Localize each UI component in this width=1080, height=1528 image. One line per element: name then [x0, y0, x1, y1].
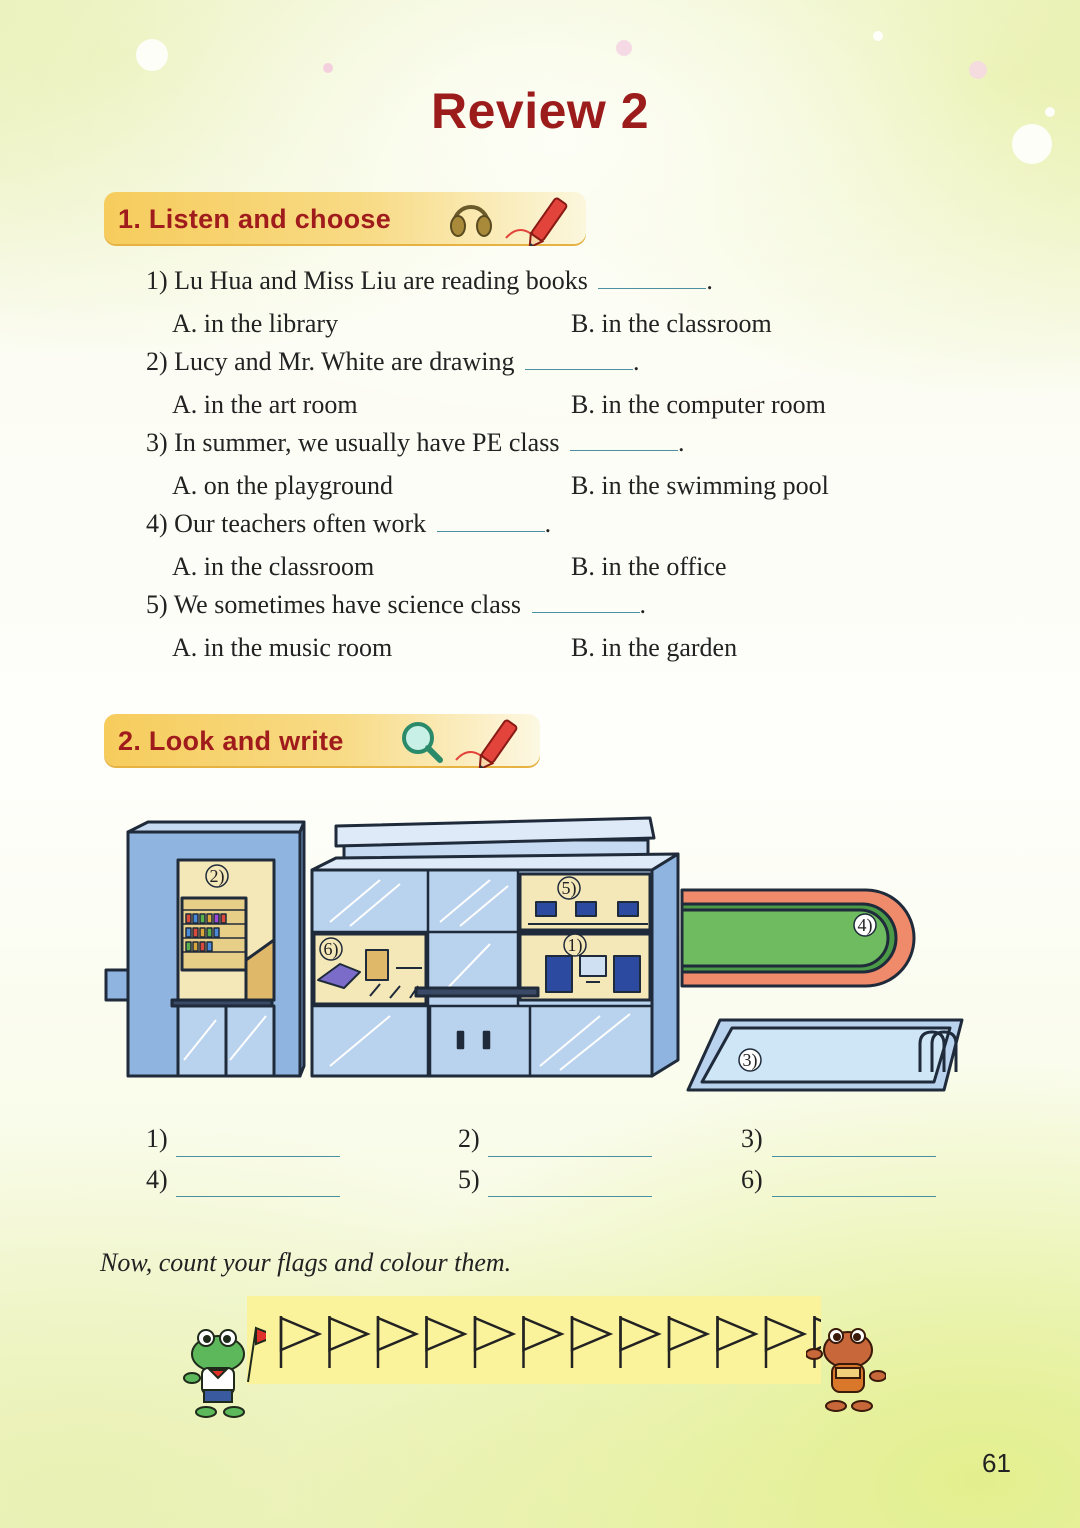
- page-number: 61: [982, 1448, 1011, 1478]
- question-stem: [146, 509, 551, 539]
- option-b[interactable]: B. in the classroom: [571, 309, 772, 338]
- question-text: We sometimes have science class: [173, 590, 522, 619]
- question-number: 5): [146, 590, 168, 619]
- option-b[interactable]: B. in the computer room: [571, 390, 826, 419]
- picture-label-4: 4): [857, 915, 873, 935]
- picture-label-5: 5): [561, 878, 577, 898]
- option-a[interactable]: A. in the library: [172, 309, 339, 338]
- picture-label-6: 6): [323, 939, 339, 959]
- picture-label-2: 2): [209, 866, 225, 886]
- answer-number: 5): [458, 1165, 480, 1194]
- period: .: [632, 347, 640, 376]
- headphones-icon: [448, 198, 494, 240]
- pencil-icon: [450, 714, 530, 768]
- question-stem: [146, 590, 646, 620]
- flag-outline[interactable]: [427, 1316, 465, 1368]
- flag-outline[interactable]: [669, 1316, 707, 1368]
- answer-line[interactable]: [772, 1196, 936, 1197]
- answer-blank[interactable]: [570, 428, 678, 451]
- flag-outline[interactable]: [766, 1316, 804, 1368]
- pencil-icon: [500, 192, 580, 246]
- frog-mascot: [176, 1320, 266, 1420]
- answer-line[interactable]: [772, 1156, 936, 1157]
- answer-blank[interactable]: [437, 509, 545, 532]
- flag-outline[interactable]: [621, 1316, 659, 1368]
- section-2-heading: 2. Look and write: [118, 726, 344, 756]
- answer-line[interactable]: [488, 1156, 652, 1157]
- question-3: [146, 428, 684, 458]
- period: .: [544, 509, 552, 538]
- magnifier-icon: [398, 718, 444, 764]
- option-a[interactable]: A. in the classroom: [172, 552, 375, 581]
- answer-blank[interactable]: [525, 347, 633, 370]
- question-5: [146, 590, 646, 620]
- section-1-heading: 1. Listen and choose: [118, 204, 392, 234]
- option-b[interactable]: B. in the garden: [571, 633, 738, 662]
- question-number: 3): [146, 428, 168, 457]
- question-stem: [146, 266, 713, 296]
- section-1-banner: [104, 192, 586, 244]
- option-a[interactable]: A. in the art room: [172, 390, 358, 419]
- answer-number: 3): [741, 1124, 763, 1153]
- question-1: [146, 266, 713, 296]
- question-text: In summer, we usually have PE class: [174, 428, 560, 457]
- section-2-banner: [104, 714, 540, 766]
- flag-outline[interactable]: [475, 1316, 513, 1368]
- question-stem: [146, 428, 684, 458]
- option-a[interactable]: A. in the music room: [172, 633, 393, 662]
- question-number: 4): [146, 509, 168, 538]
- flag-outline[interactable]: [572, 1316, 610, 1368]
- toad-mascot: [806, 1322, 886, 1416]
- question-number: 1): [146, 266, 168, 295]
- option-b[interactable]: B. in the office: [571, 552, 727, 581]
- flag-outline[interactable]: [330, 1316, 368, 1368]
- page-title: Review 2: [430, 83, 649, 139]
- answer-line[interactable]: [488, 1196, 652, 1197]
- flag-outline[interactable]: [524, 1316, 562, 1368]
- period: .: [706, 266, 713, 295]
- answer-number: 6): [741, 1165, 763, 1194]
- answer-number: 1): [146, 1124, 168, 1153]
- answer-line[interactable]: [176, 1196, 340, 1197]
- question-text: Lu Hua and Miss Liu are reading books: [174, 266, 588, 295]
- answer-number: 4): [146, 1165, 168, 1194]
- answer-number: 2): [458, 1124, 480, 1153]
- question-2: [146, 347, 639, 377]
- flags-row: [247, 1296, 821, 1384]
- answer-blank[interactable]: [532, 590, 640, 613]
- question-text: Our teachers often work: [174, 509, 427, 538]
- option-a[interactable]: A. on the playground: [172, 471, 393, 500]
- flag-outline[interactable]: [281, 1316, 319, 1368]
- flag-outline[interactable]: [378, 1316, 416, 1368]
- question-stem: [146, 347, 639, 377]
- answer-blank[interactable]: [598, 266, 706, 289]
- question-number: 2): [146, 347, 168, 376]
- picture-label-3: 3): [742, 1050, 758, 1070]
- question-4: [146, 509, 551, 539]
- period: .: [639, 590, 647, 619]
- option-b[interactable]: B. in the swimming pool: [571, 471, 829, 500]
- answer-line[interactable]: [176, 1156, 340, 1157]
- school-illustration: [100, 810, 970, 1100]
- picture-label-1: 1): [567, 935, 583, 955]
- period: .: [677, 428, 685, 457]
- question-text: Lucy and Mr. White are drawing: [174, 347, 515, 376]
- instruction-note: Now, count your flags and colour them.: [100, 1248, 512, 1277]
- flag-outline[interactable]: [718, 1316, 756, 1368]
